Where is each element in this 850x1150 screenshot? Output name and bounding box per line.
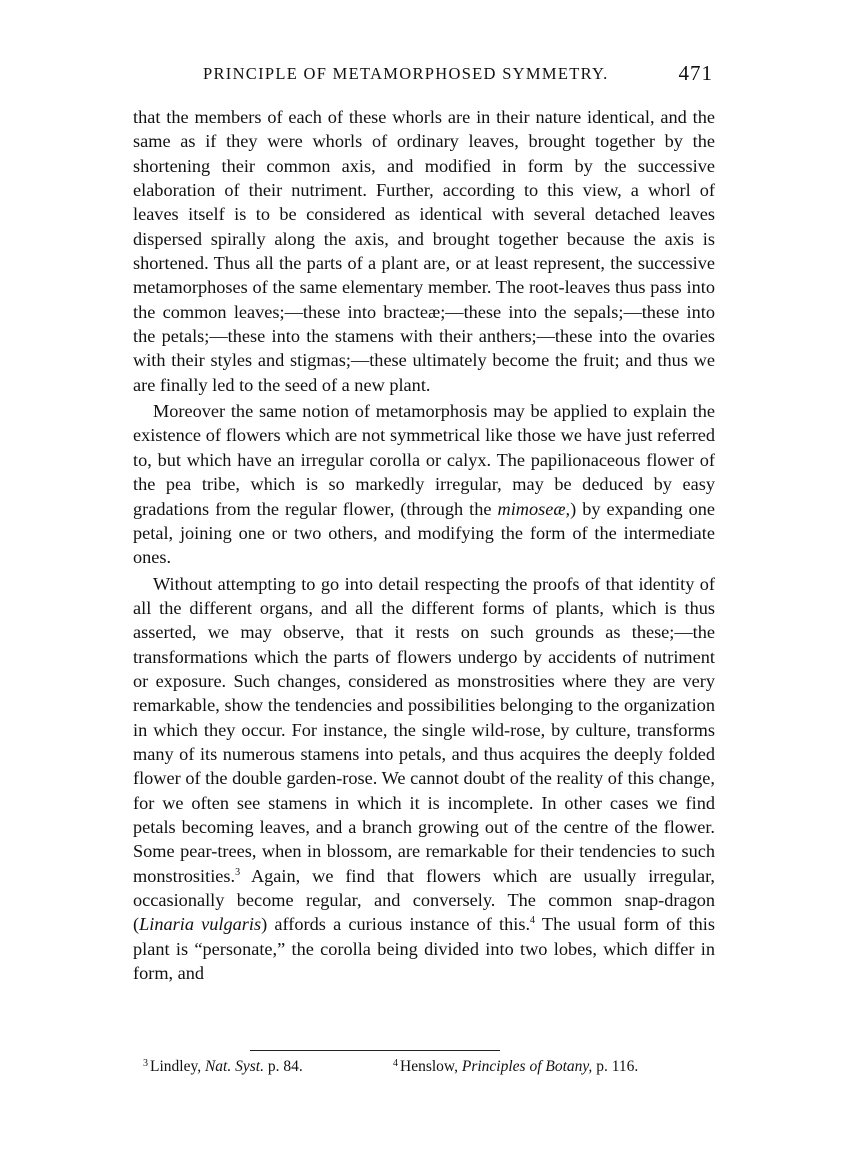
- footnote-ref-3[interactable]: 3: [235, 866, 241, 878]
- body-text: [133, 105, 715, 985]
- footnote-3: [143, 1058, 303, 1076]
- paragraph-3-text-c: ) affords a curious instance of this.: [261, 914, 531, 935]
- footnote-author: Lindley,: [150, 1058, 205, 1075]
- running-title: PRINCIPLE OF METAMORPHOSED SYMMETRY.: [203, 64, 609, 83]
- footnote-4: [393, 1058, 638, 1076]
- paragraph-3-text-b: Again, we find that flowers which are usually irregular, occasionally become regular, and conversely. The common snap-dragon (: [133, 865, 715, 935]
- paragraph-2-italic: mimoseæ,: [497, 498, 571, 519]
- footnote-author: Henslow,: [400, 1058, 462, 1075]
- paragraph-3-text-d: The usual form of this plant is “personate,” the corolla being divided into two lobes, which differ in form, and: [133, 914, 715, 984]
- footnote-title: Nat. Syst.: [204, 1058, 264, 1075]
- paragraph-3-text-a: Without attempting to go into detail respecting the proofs of that identity of all the different organs, and all the different forms of plants, which is thus asserted, we may observe, that it rests on such grounds as these;—the transformations which the parts of flowers undergo by accidents of nutriment or exposure. Such changes, considered as monstrosities where they are very remarkable, show the tendencies and possibilities belonging to the organization in which they occur. For instance, the single wild-rose, by culture, transforms many of its numerous stamens into petals, and thus acquires the deeply folded flower of the double garden-rose. We cannot doubt of the reality of this change, for we often see stamens in which it is incomplete. In other cases we find petals becoming leaves, and a branch growing out of the centre of the flower. Some pear-trees, when in blossom, are remarkable for their tendencies to such monstrosities.: [133, 573, 715, 886]
- footnote-mark: 3: [143, 1058, 148, 1069]
- footnote-page: p. 116.: [592, 1058, 639, 1075]
- book-page: [133, 62, 715, 985]
- footnote-ref-4[interactable]: 4: [530, 915, 536, 927]
- footnote-title: Principles of Botany,: [461, 1058, 593, 1075]
- paragraph-3: [133, 572, 715, 986]
- paragraph-2: [133, 399, 715, 569]
- footnote-mark: 4: [393, 1058, 398, 1069]
- footnote-page: p. 84.: [263, 1058, 303, 1075]
- running-head: [133, 62, 715, 92]
- page-number: 471: [678, 61, 713, 85]
- paragraph-1-text: that the members of each of these whorls are in their nature identical, and the same as if they were whorls of ordinary leaves, brought together by the shortening their common axis, and modified in form by the successive elaboration of their nutriment. Further, according to this view, a whorl of leaves itself is to be considered as identical with several detached leaves dispersed spirally along the axis, and brought together because the axis is shortened. Thus all the parts of a plant are, or at least represent, the successive metamorphoses of the same elementary member. The root-leaves thus pass into the common leaves;—these into bracteæ;—these into the sepals;—these into the petals;—these into the stamens with their anthers;—these into the ovaries with their styles and stigmas;—these ultimately become the fruit; and thus we are finally led to the seed of a new plant.: [133, 107, 715, 395]
- paragraph-2-text-a: Moreover the same notion of metamorphosis may be applied to explain the existence of flowers which are not symmetrical like those we have just referred to, but which have an irregular corolla or calyx. The papilionaceous flower of the pea tribe, which is so markedly irregular, may be deduced by easy gradations from the regular flower, (through the: [133, 401, 715, 519]
- paragraph-1: [133, 105, 715, 397]
- paragraph-2-text-b: ) by expanding one petal, joining one or two others, and modifying the form of the intermediate ones.: [133, 498, 715, 568]
- paragraph-3-italic: Linaria vulgaris: [139, 914, 262, 935]
- footnote-rule: [250, 1050, 500, 1051]
